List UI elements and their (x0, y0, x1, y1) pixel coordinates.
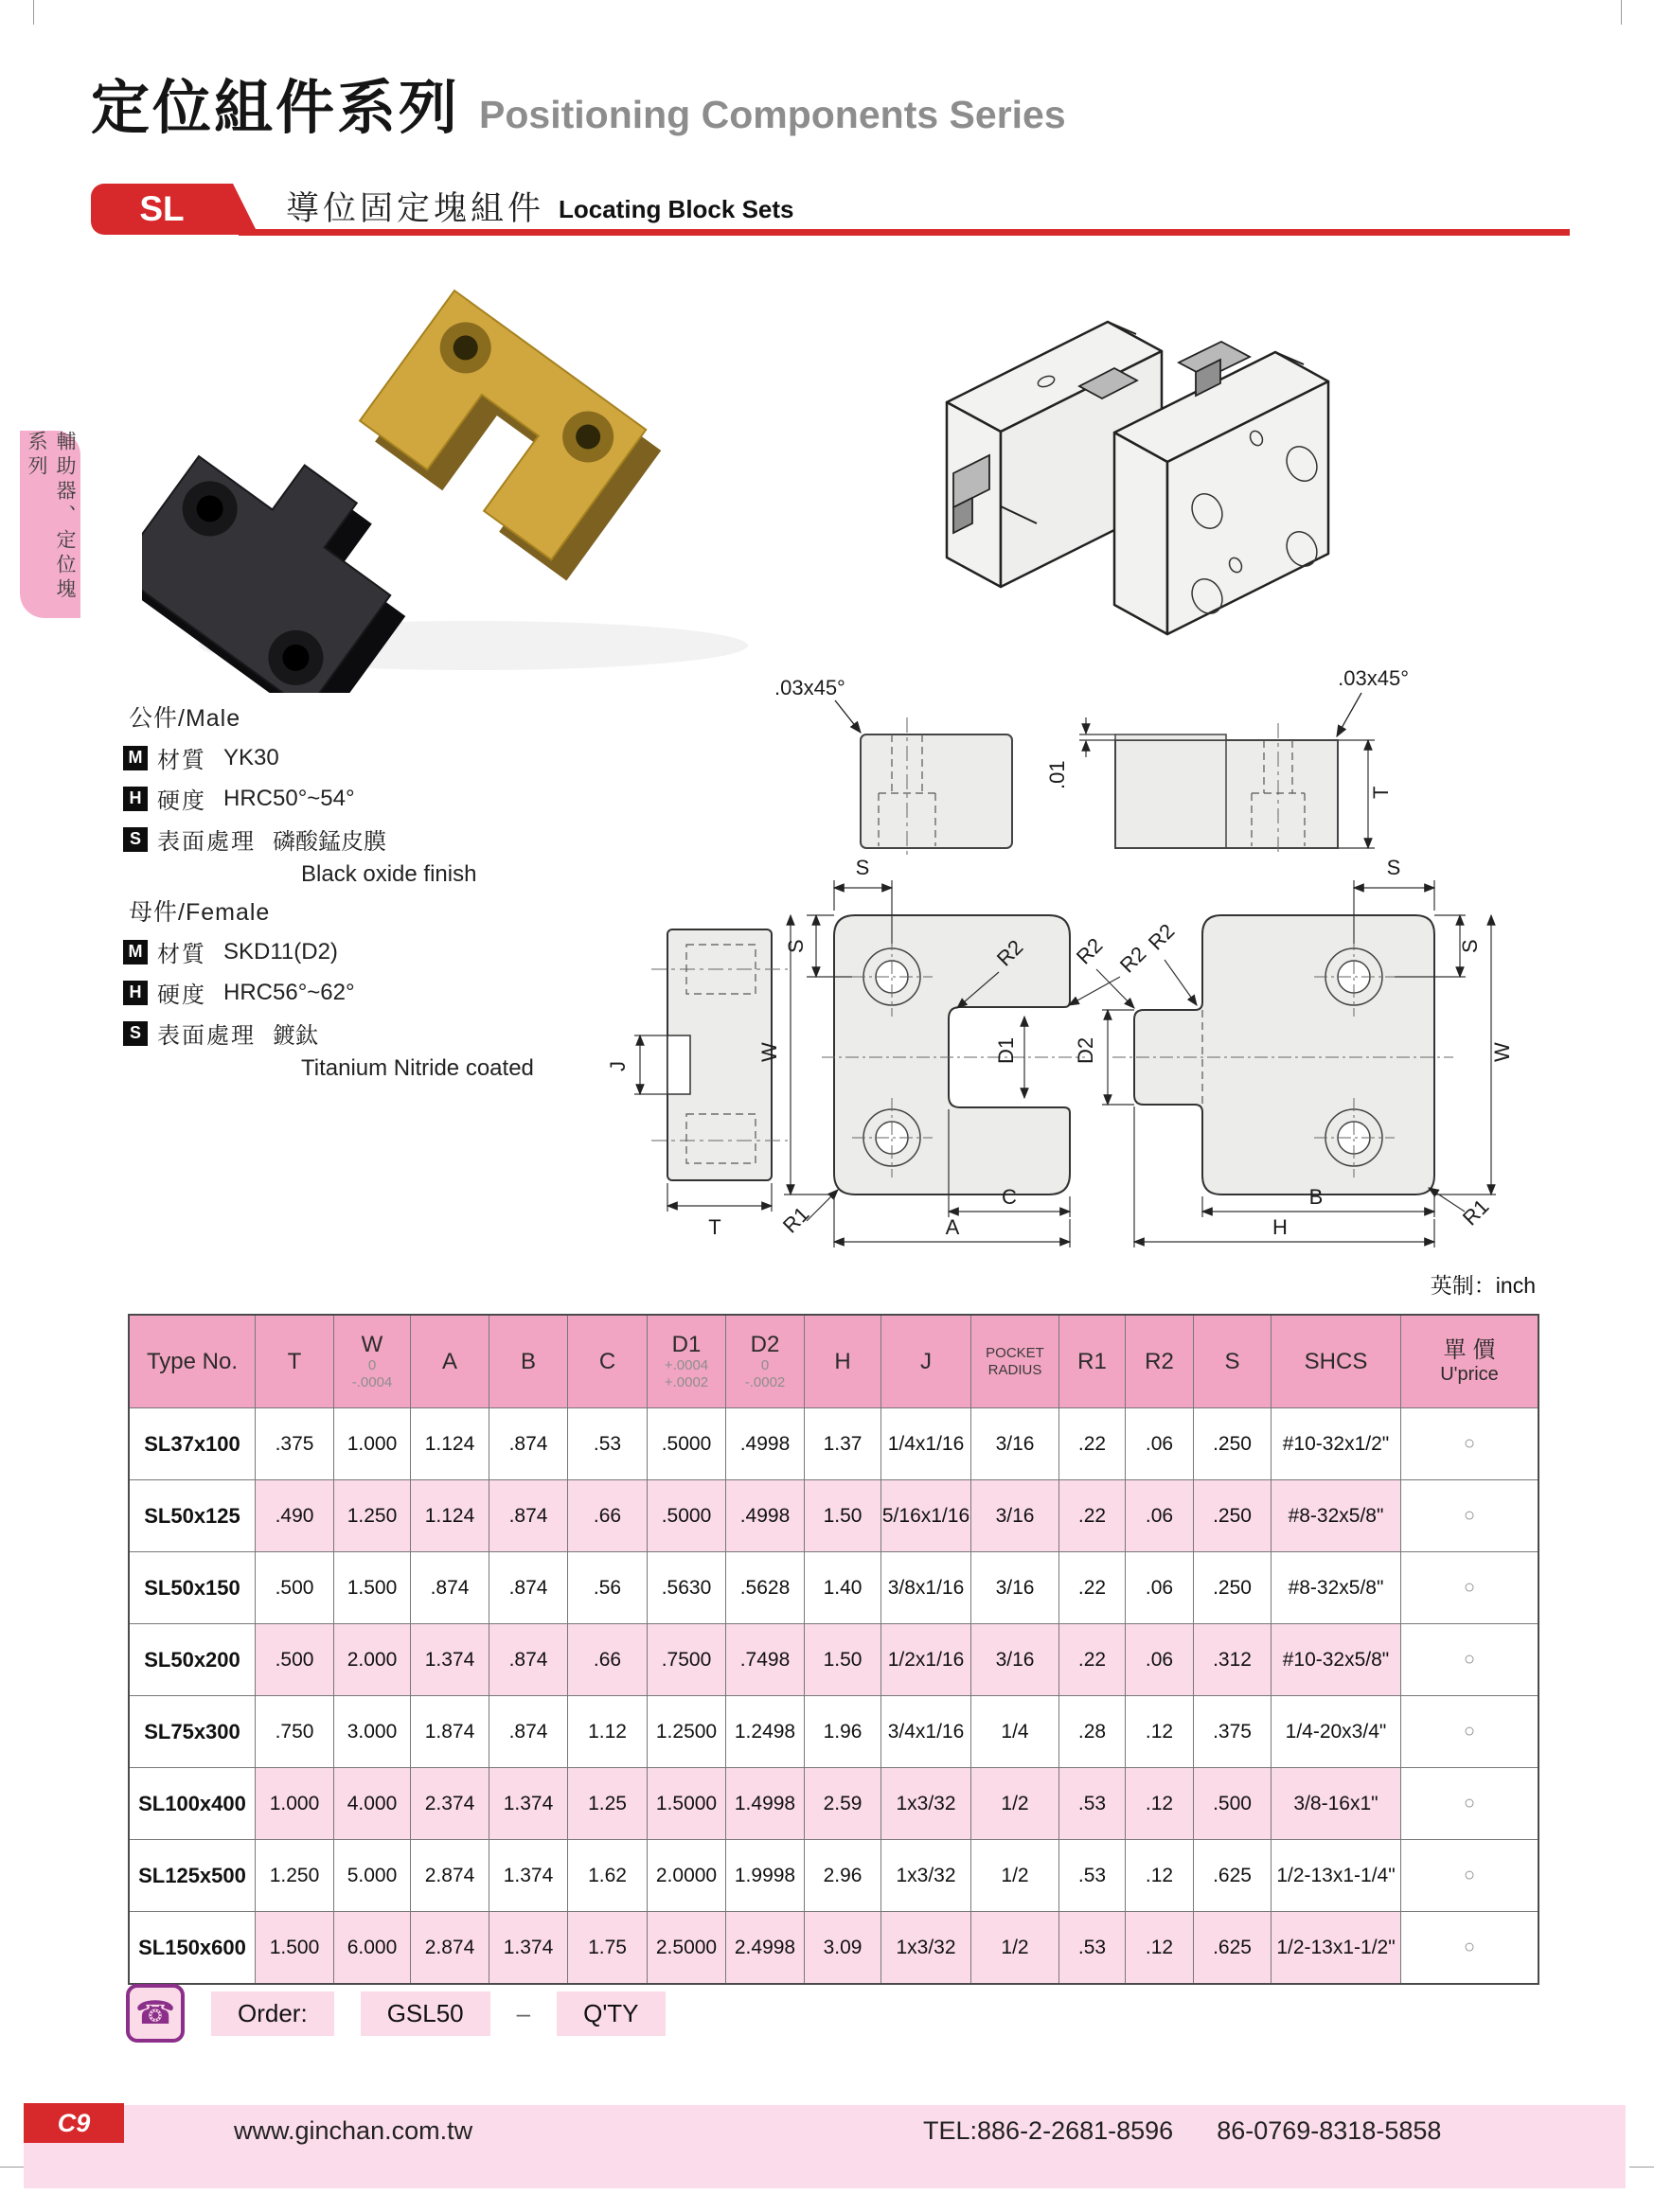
value-cell: 1.12 (567, 1695, 647, 1767)
dim-label: S (1386, 856, 1401, 879)
dim-label: C (1002, 1185, 1017, 1209)
spec-row: H 硬度 HRC56°~62° (123, 976, 596, 1009)
value-cell: .66 (567, 1479, 647, 1551)
dim-label: A (945, 1215, 960, 1239)
value-cell: #10-32x5/8" (1271, 1623, 1400, 1695)
value-cell: .500 (1193, 1767, 1271, 1839)
value-cell: .625 (1193, 1839, 1271, 1911)
value-cell: .53 (567, 1407, 647, 1479)
table-row (130, 1407, 1538, 1479)
table-row (130, 1911, 1538, 1983)
column-header: D2 0 -.0002 (725, 1316, 804, 1407)
dim-label: R2 (1114, 941, 1151, 978)
value-cell: .06 (1125, 1479, 1193, 1551)
column-header: J (880, 1316, 970, 1407)
column-header: R2 (1125, 1316, 1193, 1407)
dim-label: T (708, 1215, 721, 1239)
crop-mark (1621, 0, 1622, 25)
value-cell: 1.9998 (725, 1839, 804, 1911)
uprice-cell (1400, 1839, 1538, 1911)
dim-label: W (757, 1042, 781, 1062)
value-cell: .22 (1058, 1479, 1125, 1551)
column-header: SHCS (1271, 1316, 1400, 1407)
value-cell: 2.5000 (647, 1911, 725, 1983)
subtitle-en: Locating Block Sets (559, 195, 794, 223)
value-cell: .874 (489, 1695, 567, 1767)
page-code-badge: C9 (24, 2103, 124, 2143)
unit-note: 英制：inch (1430, 1273, 1536, 1298)
order-row (126, 1984, 666, 2043)
tel-secondary: 86-0769-8318-5858 (1217, 2116, 1442, 2145)
material-badge: M (123, 746, 148, 770)
spec-row: S 表面處理 鍍鈦 (123, 1017, 596, 1050)
value-cell: .375 (1193, 1695, 1271, 1767)
dim-label: T (1369, 786, 1393, 799)
type-cell: SL100x400 (130, 1767, 255, 1839)
value-cell: 3.000 (333, 1695, 410, 1767)
value-cell: .5630 (647, 1551, 725, 1623)
uprice-cell (1400, 1407, 1538, 1479)
value-cell: .250 (1193, 1407, 1271, 1479)
uprice-circle: ○ (1463, 1577, 1476, 1598)
column-header: POCKET RADIUS (970, 1316, 1058, 1407)
uprice-circle: ○ (1463, 1793, 1476, 1814)
value-cell: 1/2 (970, 1767, 1058, 1839)
value-cell: .06 (1125, 1623, 1193, 1695)
telephone-numbers (923, 2116, 1441, 2146)
value-cell: 2.4998 (725, 1911, 804, 1983)
value-cell: .4998 (725, 1479, 804, 1551)
value-cell: .12 (1125, 1695, 1193, 1767)
value-cell: .12 (1125, 1839, 1193, 1911)
value-cell: 1.37 (804, 1407, 880, 1479)
type-cell: SL50x125 (130, 1479, 255, 1551)
value-cell: .625 (1193, 1911, 1271, 1983)
value-cell: 1.50 (804, 1479, 880, 1551)
value-cell: 1.374 (489, 1767, 567, 1839)
value-cell: .490 (255, 1479, 333, 1551)
uprice-circle: ○ (1463, 1865, 1476, 1885)
value-cell: .500 (255, 1623, 333, 1695)
table-row (130, 1551, 1538, 1623)
subtitle-zh: 導位固定塊組件 (286, 190, 545, 227)
value-cell: 1.50 (804, 1623, 880, 1695)
dim-label: R1 (1457, 1194, 1494, 1230)
value-cell: 1.2500 (647, 1695, 725, 1767)
value-cell: 1x3/32 (880, 1911, 970, 1983)
value-cell: 1/2 (970, 1839, 1058, 1911)
value-cell: 3/8x1/16 (880, 1551, 970, 1623)
order-separator: – (516, 1998, 531, 2027)
value-cell: 1.374 (410, 1623, 489, 1695)
type-cell: SL125x500 (130, 1839, 255, 1911)
page-title (91, 61, 1066, 145)
value-cell: .7498 (725, 1623, 804, 1695)
table-row (130, 1767, 1538, 1839)
value-cell: 3/4x1/16 (880, 1695, 970, 1767)
column-header: W 0 -.0004 (333, 1316, 410, 1407)
value-cell: 2.874 (410, 1839, 489, 1911)
uprice-circle: ○ (1463, 1433, 1476, 1454)
header-rule (239, 229, 1570, 236)
phone-icon: ☎ (126, 1984, 185, 2043)
value-cell: 1.250 (255, 1839, 333, 1911)
value-cell: 1.874 (410, 1695, 489, 1767)
value-cell: 1.374 (489, 1839, 567, 1911)
value-cell: 1.124 (410, 1479, 489, 1551)
sidebar-category-label: 輔助器、定位塊系列 (26, 431, 76, 603)
value-cell: 1/4 (970, 1695, 1058, 1767)
spec-row: M 材質 YK30 (123, 741, 596, 774)
value-cell: .5000 (647, 1407, 725, 1479)
value-cell: 1/4-20x3/4" (1271, 1695, 1400, 1767)
value-cell: 6.000 (333, 1911, 410, 1983)
crop-mark (0, 2167, 25, 2168)
column-header: T (255, 1316, 333, 1407)
value-cell: .12 (1125, 1767, 1193, 1839)
value-cell: .874 (489, 1479, 567, 1551)
value-cell: 3/16 (970, 1479, 1058, 1551)
table-row (130, 1839, 1538, 1911)
value-cell: .53 (1058, 1767, 1125, 1839)
uprice-cell (1400, 1551, 1538, 1623)
dim-label: S (855, 856, 870, 879)
value-cell: 1.000 (255, 1767, 333, 1839)
value-cell: .5628 (725, 1551, 804, 1623)
column-header: B (489, 1316, 567, 1407)
value-cell: 1x3/32 (880, 1767, 970, 1839)
order-code: GSL50 (361, 1991, 490, 2036)
value-cell: .66 (567, 1623, 647, 1695)
uprice-cell (1400, 1911, 1538, 1983)
value-cell: .250 (1193, 1479, 1271, 1551)
dim-label: H (1272, 1215, 1288, 1239)
type-cell: SL50x150 (130, 1551, 255, 1623)
dim-label: S (1458, 939, 1482, 953)
value-cell: 1x3/32 (880, 1839, 970, 1911)
value-cell: 1.25 (567, 1767, 647, 1839)
uprice-cell (1400, 1695, 1538, 1767)
dim-label: D1 (994, 1036, 1018, 1064)
assembly-drawing (895, 270, 1340, 663)
value-cell: .12 (1125, 1911, 1193, 1983)
value-cell: 2.374 (410, 1767, 489, 1839)
value-cell: .7500 (647, 1623, 725, 1695)
value-cell: 5/16x1/16 (880, 1479, 970, 1551)
value-cell: 3/16 (970, 1623, 1058, 1695)
order-label: Order: (211, 1991, 334, 2036)
hardness-badge: H (123, 981, 148, 1005)
value-cell: 1/2-13x1-1/2" (1271, 1911, 1400, 1983)
value-cell: 1.2498 (725, 1695, 804, 1767)
value-cell: 3.09 (804, 1911, 880, 1983)
material-badge: M (123, 940, 148, 964)
value-cell: 1.62 (567, 1839, 647, 1911)
value-cell: 1/2 (970, 1911, 1058, 1983)
dim-label: .03x45° (1338, 666, 1409, 690)
dim-label: D2 (1074, 1036, 1097, 1064)
value-cell: 2.59 (804, 1767, 880, 1839)
spec-row: S 表面處理 磷酸錳皮膜 (123, 823, 596, 856)
value-cell: #10-32x1/2" (1271, 1407, 1400, 1479)
value-cell: 1.000 (333, 1407, 410, 1479)
spec-row: M 材質 SKD11(D2) (123, 935, 596, 968)
surface-badge: S (123, 1021, 148, 1046)
value-cell: .250 (1193, 1551, 1271, 1623)
value-cell: .375 (255, 1407, 333, 1479)
value-cell: .06 (1125, 1407, 1193, 1479)
value-cell: 2.874 (410, 1911, 489, 1983)
website-link[interactable]: www.ginchan.com.tw (234, 2116, 473, 2145)
value-cell: 3/16 (970, 1551, 1058, 1623)
male-heading: 公件/Male (129, 705, 241, 732)
dim-label: .01 (1045, 760, 1069, 789)
dim-label: J (606, 1061, 630, 1071)
tel-primary: TEL:886-2-2681-8596 (923, 2116, 1174, 2145)
column-header: H (804, 1316, 880, 1407)
page-title-zh: 定位組件系列 (91, 76, 461, 141)
hardness-badge: H (123, 787, 148, 811)
uprice-circle: ○ (1463, 1505, 1476, 1526)
uprice-circle: ○ (1463, 1721, 1476, 1742)
product-photo (142, 239, 805, 693)
column-header: R1 (1058, 1316, 1125, 1407)
value-cell: 2.96 (804, 1839, 880, 1911)
dim-label: R2 (1071, 932, 1108, 969)
value-cell: 2.0000 (647, 1839, 725, 1911)
uprice-cell (1400, 1623, 1538, 1695)
value-cell: 3/16 (970, 1407, 1058, 1479)
table-row (130, 1479, 1538, 1551)
column-header: 單 價 U'price (1400, 1316, 1538, 1407)
value-cell: .28 (1058, 1695, 1125, 1767)
value-cell: .874 (489, 1551, 567, 1623)
series-badge: SL (91, 184, 233, 235)
spec-subnote: Titanium Nitride coated (301, 1055, 534, 1081)
uprice-cell (1400, 1479, 1538, 1551)
value-cell: .874 (489, 1407, 567, 1479)
dim-label: B (1308, 1185, 1324, 1209)
material-specs (123, 694, 596, 1086)
spec-subnote: Black oxide finish (301, 861, 477, 887)
value-cell: 1.500 (333, 1551, 410, 1623)
value-cell: 1.374 (489, 1911, 567, 1983)
value-cell: 1.4998 (725, 1767, 804, 1839)
female-heading: 母件/Female (129, 899, 271, 926)
value-cell: 1.40 (804, 1551, 880, 1623)
value-cell: .22 (1058, 1407, 1125, 1479)
surface-badge: S (123, 827, 148, 852)
value-cell: 1/2-13x1-1/4" (1271, 1839, 1400, 1911)
column-header: Type No. (130, 1316, 255, 1407)
table-row (130, 1695, 1538, 1767)
type-cell: SL150x600 (130, 1911, 255, 1983)
value-cell: 4.000 (333, 1767, 410, 1839)
dim-label: W (1490, 1042, 1514, 1062)
value-cell: 5.000 (333, 1839, 410, 1911)
value-cell: .874 (489, 1623, 567, 1695)
value-cell: #8-32x5/8" (1271, 1551, 1400, 1623)
column-header: C (567, 1316, 647, 1407)
table-body (130, 1407, 1538, 1983)
table-row (130, 1623, 1538, 1695)
value-cell: .874 (410, 1551, 489, 1623)
value-cell: 1/4x1/16 (880, 1407, 970, 1479)
value-cell: .22 (1058, 1623, 1125, 1695)
dim-label: R2 (991, 934, 1028, 971)
sidebar-category-tab (20, 431, 80, 618)
value-cell: .750 (255, 1695, 333, 1767)
crop-mark (1629, 2167, 1654, 2168)
table-header-row (130, 1316, 1538, 1407)
value-cell: .06 (1125, 1551, 1193, 1623)
value-cell: 1.96 (804, 1695, 880, 1767)
value-cell: .56 (567, 1551, 647, 1623)
dimension-drawing (596, 825, 1543, 1253)
crop-mark (33, 0, 34, 25)
value-cell: #8-32x5/8" (1271, 1479, 1400, 1551)
value-cell: .4998 (725, 1407, 804, 1479)
value-cell: .500 (255, 1551, 333, 1623)
type-cell: SL50x200 (130, 1623, 255, 1695)
column-header: D1 +.0004 +.0002 (647, 1316, 725, 1407)
uprice-cell (1400, 1767, 1538, 1839)
value-cell: 1.75 (567, 1911, 647, 1983)
value-cell: 1.500 (255, 1911, 333, 1983)
value-cell: .22 (1058, 1551, 1125, 1623)
value-cell: 1.124 (410, 1407, 489, 1479)
column-header: A (410, 1316, 489, 1407)
order-qty: Q'TY (557, 1991, 665, 2036)
value-cell: 1.250 (333, 1479, 410, 1551)
spec-table (128, 1314, 1539, 1985)
uprice-circle: ○ (1463, 1649, 1476, 1670)
value-cell: .5000 (647, 1479, 725, 1551)
dim-label: S (784, 939, 808, 953)
column-header: S (1193, 1316, 1271, 1407)
dim-label: R1 (777, 1201, 814, 1238)
value-cell: .53 (1058, 1911, 1125, 1983)
page-title-en: Positioning Components Series (479, 93, 1066, 136)
value-cell: 1/2x1/16 (880, 1623, 970, 1695)
value-cell: 1.5000 (647, 1767, 725, 1839)
uprice-circle: ○ (1463, 1937, 1476, 1957)
type-cell: SL37x100 (130, 1407, 255, 1479)
footer (24, 2105, 1626, 2188)
spec-row: H 硬度 HRC50°~54° (123, 782, 596, 815)
value-cell: .53 (1058, 1839, 1125, 1911)
value-cell: 3/8-16x1" (1271, 1767, 1400, 1839)
type-cell: SL75x300 (130, 1695, 255, 1767)
dim-label: R2 (1143, 918, 1180, 955)
value-cell: 2.000 (333, 1623, 410, 1695)
dim-label: .03x45° (774, 676, 845, 699)
value-cell: .312 (1193, 1623, 1271, 1695)
